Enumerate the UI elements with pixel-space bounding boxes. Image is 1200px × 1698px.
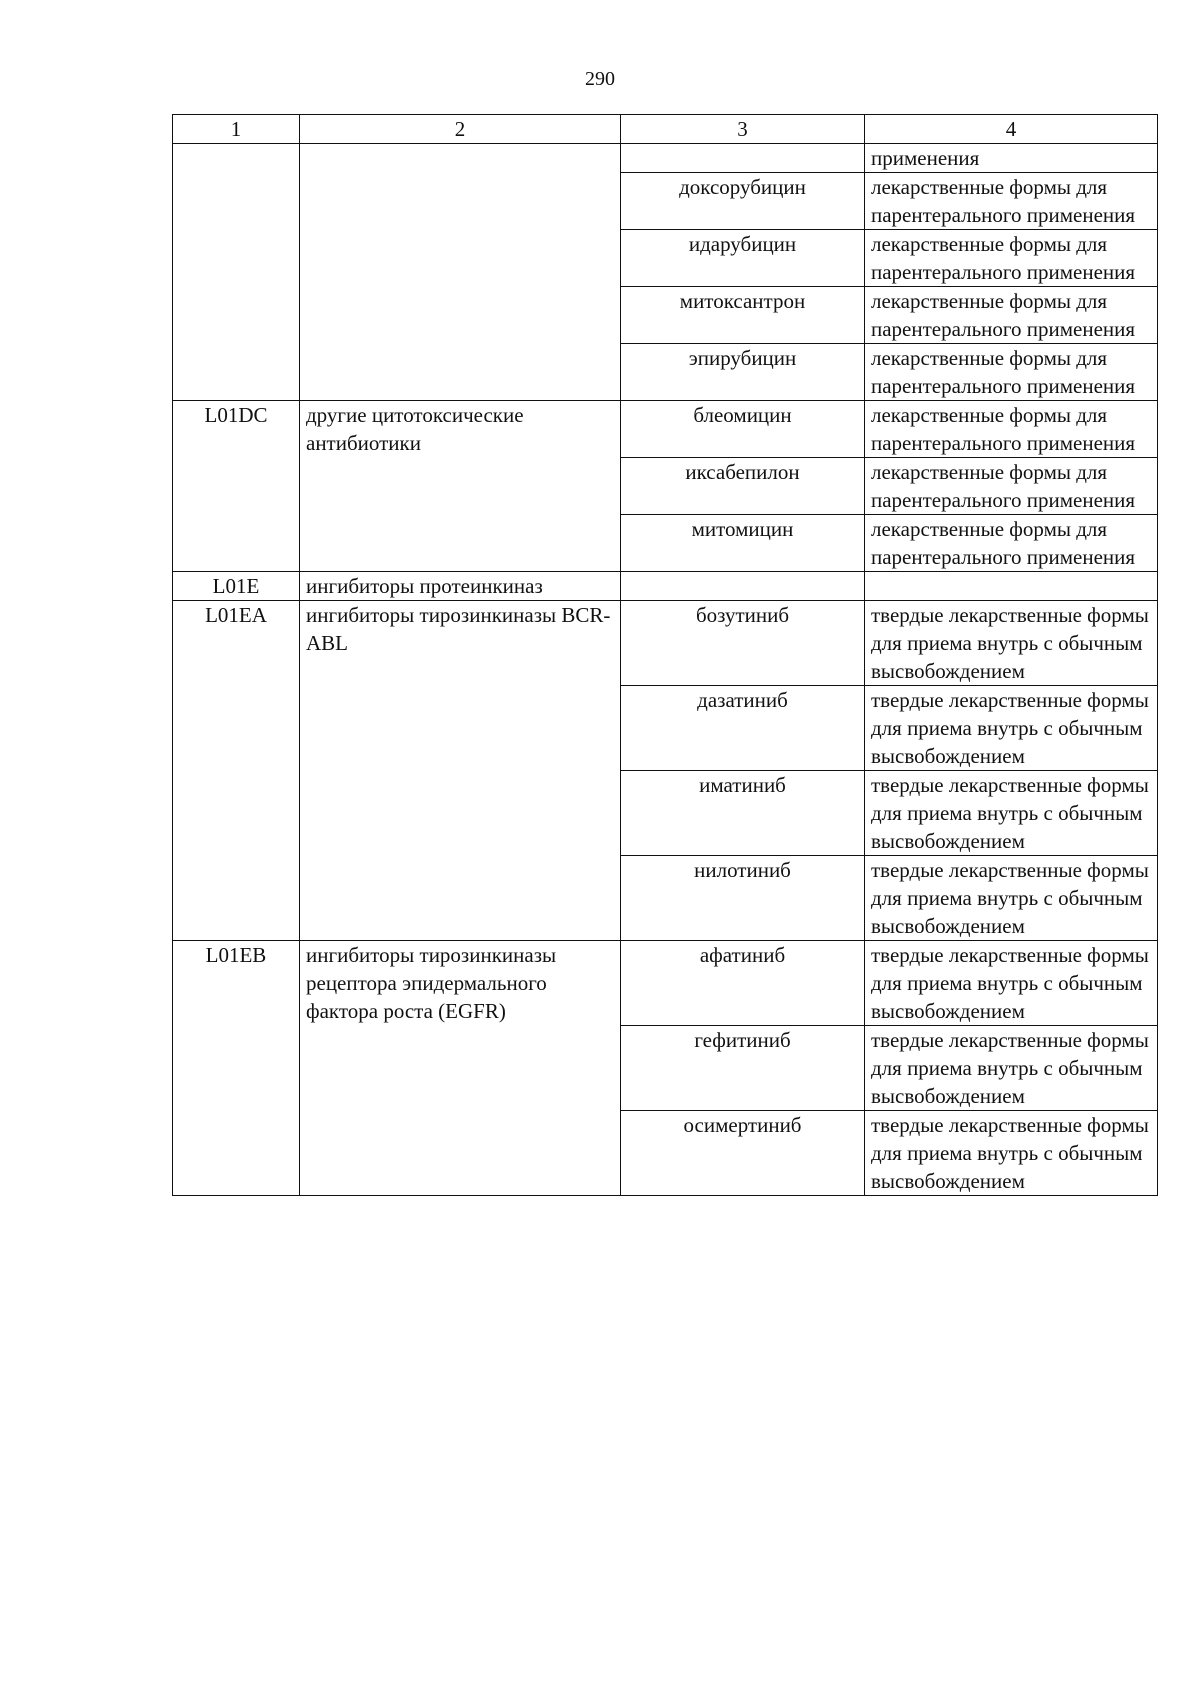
group-code-cell: L01DC: [173, 401, 300, 572]
drug-name-cell: блеомицин: [621, 401, 865, 458]
dosage-form-cell: лекарственные формы для парентерального применения: [865, 230, 1158, 287]
group-code-cell: [173, 144, 300, 401]
column-header: 2: [300, 115, 621, 144]
group-code-cell: L01E: [173, 572, 300, 601]
group-code-cell: L01EB: [173, 941, 300, 1196]
dosage-form-cell: применения: [865, 144, 1158, 173]
table-body: [173, 144, 1158, 1196]
drug-name-cell: доксорубицин: [621, 173, 865, 230]
header-row: [173, 115, 1158, 144]
drug-name-cell: иксабепилон: [621, 458, 865, 515]
group-name-cell: [300, 144, 621, 401]
dosage-form-cell: твердые лекарственные формы для приема внутрь с обычным высвобождением: [865, 941, 1158, 1026]
drug-name-cell: нилотиниб: [621, 856, 865, 941]
group-name-cell: ингибиторы тирозинкиназы рецептора эпидермального фактора роста (EGFR): [300, 941, 621, 1196]
table-row: [173, 601, 1158, 686]
group-code-cell: L01EA: [173, 601, 300, 941]
drug-name-cell: идарубицин: [621, 230, 865, 287]
drug-name-cell: дазатиниб: [621, 686, 865, 771]
dosage-form-cell: твердые лекарственные формы для приема внутрь с обычным высвобождением: [865, 601, 1158, 686]
dosage-form-cell: [865, 572, 1158, 601]
page-number: 290: [585, 68, 615, 90]
drug-name-cell: иматиниб: [621, 771, 865, 856]
dosage-form-cell: твердые лекарственные формы для приема внутрь с обычным высвобождением: [865, 856, 1158, 941]
dosage-form-cell: твердые лекарственные формы для приема внутрь с обычным высвобождением: [865, 1026, 1158, 1111]
drug-name-cell: [621, 572, 865, 601]
drug-name-cell: митоксантрон: [621, 287, 865, 344]
table-row: [173, 401, 1158, 458]
group-name-cell: ингибиторы протеинкиназ: [300, 572, 621, 601]
drug-name-cell: осимертиниб: [621, 1111, 865, 1196]
drug-name-cell: эпирубицин: [621, 344, 865, 401]
dosage-form-cell: твердые лекарственные формы для приема внутрь с обычным высвобождением: [865, 771, 1158, 856]
dosage-form-cell: лекарственные формы для парентерального применения: [865, 344, 1158, 401]
table-row: [173, 144, 1158, 173]
column-header: 1: [173, 115, 300, 144]
column-header: 3: [621, 115, 865, 144]
drug-name-cell: гефитиниб: [621, 1026, 865, 1111]
drug-name-cell: афатиниб: [621, 941, 865, 1026]
dosage-form-cell: лекарственные формы для парентерального применения: [865, 401, 1158, 458]
dosage-form-cell: лекарственные формы для парентерального применения: [865, 515, 1158, 572]
table-row: [173, 941, 1158, 1026]
dosage-form-cell: твердые лекарственные формы для приема внутрь с обычным высвобождением: [865, 1111, 1158, 1196]
dosage-form-cell: лекарственные формы для парентерального применения: [865, 173, 1158, 230]
table-row: [173, 572, 1158, 601]
drug-name-cell: митомицин: [621, 515, 865, 572]
dosage-form-cell: твердые лекарственные формы для приема внутрь с обычным высвобождением: [865, 686, 1158, 771]
dosage-form-cell: лекарственные формы для парентерального применения: [865, 287, 1158, 344]
drug-table: [172, 114, 1158, 1196]
group-name-cell: другие цитотоксические антибиотики: [300, 401, 621, 572]
group-name-cell: ингибиторы тирозинкиназы BCR-ABL: [300, 601, 621, 941]
drug-name-cell: [621, 144, 865, 173]
column-header: 4: [865, 115, 1158, 144]
dosage-form-cell: лекарственные формы для парентерального применения: [865, 458, 1158, 515]
drug-name-cell: бозутиниб: [621, 601, 865, 686]
